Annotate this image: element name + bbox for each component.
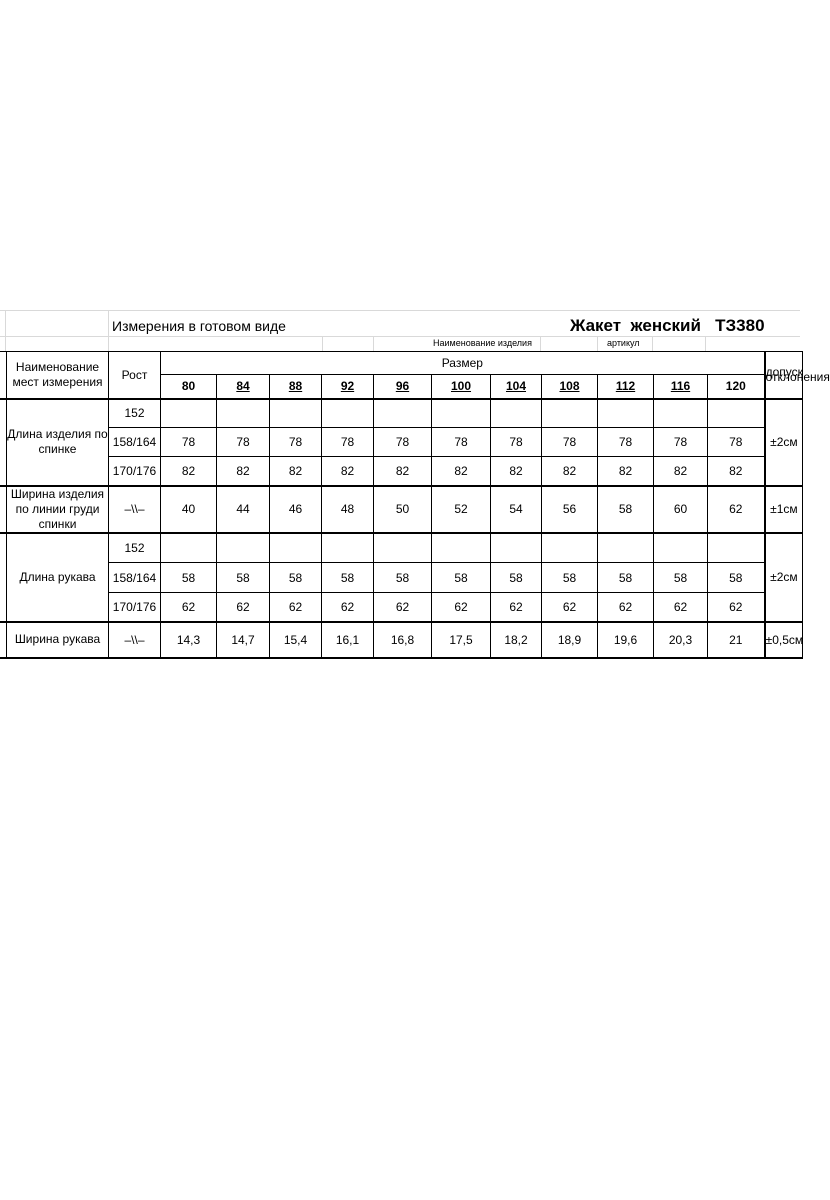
tolerance-cell: ±1см xyxy=(765,486,803,533)
value-cell: 82 xyxy=(161,457,217,486)
product-title: Жакет женский ТЗ380 xyxy=(570,316,765,335)
size-112-header: 112 xyxy=(598,375,654,399)
value-cell xyxy=(270,399,322,428)
value-cell: 82 xyxy=(217,457,270,486)
value-cell: 19,6 xyxy=(598,622,654,658)
value-cell: 62 xyxy=(491,593,542,622)
value-cell: 15,4 xyxy=(270,622,322,658)
value-cell xyxy=(491,533,542,563)
value-cell: 62 xyxy=(542,593,598,622)
value-cell: 40 xyxy=(161,486,217,533)
value-cell: 82 xyxy=(654,457,708,486)
value-cell: 78 xyxy=(322,428,374,457)
value-cell: 18,9 xyxy=(542,622,598,658)
measurement-name: Длина рукава xyxy=(7,533,109,622)
value-cell: 62 xyxy=(708,486,765,533)
value-cell: 58 xyxy=(708,563,765,593)
value-cell xyxy=(322,399,374,428)
article-label: артикул xyxy=(607,338,640,348)
value-cell xyxy=(598,533,654,563)
value-cell: 58 xyxy=(491,563,542,593)
value-cell: 44 xyxy=(217,486,270,533)
size-96-header: 96 xyxy=(374,375,432,399)
value-cell: 58 xyxy=(374,563,432,593)
value-cell xyxy=(322,533,374,563)
measurement-name: Длина изделия по спинке xyxy=(7,399,109,486)
value-cell: 78 xyxy=(374,428,432,457)
value-cell: 16,1 xyxy=(322,622,374,658)
value-cell: 14,7 xyxy=(217,622,270,658)
value-cell xyxy=(161,533,217,563)
value-cell: 82 xyxy=(542,457,598,486)
value-cell: 58 xyxy=(542,563,598,593)
value-cell xyxy=(542,533,598,563)
value-cell xyxy=(432,399,491,428)
table-row xyxy=(0,563,803,593)
value-cell xyxy=(542,399,598,428)
value-cell: 58 xyxy=(654,563,708,593)
value-cell: 82 xyxy=(491,457,542,486)
value-cell xyxy=(654,533,708,563)
value-cell: 82 xyxy=(708,457,765,486)
value-cell: 82 xyxy=(374,457,432,486)
product-name-label: Наименование изделия xyxy=(433,338,532,348)
value-cell: 78 xyxy=(270,428,322,457)
size-92-header: 92 xyxy=(322,375,374,399)
value-cell: 58 xyxy=(270,563,322,593)
value-cell: 58 xyxy=(598,563,654,593)
value-cell: 62 xyxy=(322,593,374,622)
value-cell: 17,5 xyxy=(432,622,491,658)
value-cell: 21 xyxy=(708,622,765,658)
value-cell: 58 xyxy=(322,563,374,593)
tolerance-header: допуск отклонения xyxy=(765,352,803,399)
table-row xyxy=(0,622,803,658)
value-cell xyxy=(161,399,217,428)
value-cell: 78 xyxy=(217,428,270,457)
value-cell xyxy=(598,399,654,428)
value-cell: 78 xyxy=(491,428,542,457)
value-cell: 58 xyxy=(217,563,270,593)
value-cell: 62 xyxy=(374,593,432,622)
size-80-header: 80 xyxy=(161,375,217,399)
table-row xyxy=(0,593,803,622)
tolerance-cell: ±2см xyxy=(765,533,803,622)
size-104-header: 104 xyxy=(491,375,542,399)
size-116-header: 116 xyxy=(654,375,708,399)
measurement-name: Ширина рукава xyxy=(7,622,109,658)
value-cell: 82 xyxy=(598,457,654,486)
value-cell: 62 xyxy=(598,593,654,622)
size-88-header: 88 xyxy=(270,375,322,399)
value-cell: 78 xyxy=(161,428,217,457)
value-cell xyxy=(217,399,270,428)
table-row xyxy=(0,457,803,486)
height-cell: 170/176 xyxy=(109,457,161,486)
measurement-sheet xyxy=(0,310,830,655)
value-cell: 78 xyxy=(654,428,708,457)
size-100-header: 100 xyxy=(432,375,491,399)
value-cell: 52 xyxy=(432,486,491,533)
value-cell: 62 xyxy=(270,593,322,622)
value-cell: 58 xyxy=(598,486,654,533)
value-cell: 62 xyxy=(708,593,765,622)
table-row xyxy=(0,399,803,428)
value-cell: 48 xyxy=(322,486,374,533)
value-cell: 56 xyxy=(542,486,598,533)
height-header: Рост xyxy=(109,352,161,399)
value-cell xyxy=(708,533,765,563)
value-cell: 58 xyxy=(161,563,217,593)
value-cell xyxy=(270,533,322,563)
value-cell: 62 xyxy=(432,593,491,622)
height-cell: 170/176 xyxy=(109,593,161,622)
size-group-header: Размер xyxy=(161,352,765,375)
size-84-header: 84 xyxy=(217,375,270,399)
value-cell: 78 xyxy=(542,428,598,457)
value-cell: 62 xyxy=(217,593,270,622)
measurement-table xyxy=(0,351,830,659)
value-cell: 78 xyxy=(432,428,491,457)
value-cell xyxy=(491,399,542,428)
measurement-name: Ширина изделия по линии груди спинки xyxy=(7,486,109,533)
value-cell: 50 xyxy=(374,486,432,533)
page-title: Измерения в готовом виде xyxy=(112,318,286,334)
value-cell: 82 xyxy=(432,457,491,486)
height-cell: 152 xyxy=(109,533,161,563)
size-120-header: 120 xyxy=(708,375,765,399)
height-cell: 152 xyxy=(109,399,161,428)
value-cell xyxy=(708,399,765,428)
height-cell: –\\– xyxy=(109,486,161,533)
value-cell: 14,3 xyxy=(161,622,217,658)
value-cell: 54 xyxy=(491,486,542,533)
value-cell: 58 xyxy=(432,563,491,593)
height-cell: –\\– xyxy=(109,622,161,658)
value-cell: 62 xyxy=(654,593,708,622)
value-cell: 82 xyxy=(270,457,322,486)
value-cell xyxy=(374,399,432,428)
value-cell xyxy=(432,533,491,563)
table-row xyxy=(0,533,803,563)
header-row xyxy=(0,352,803,375)
value-cell xyxy=(217,533,270,563)
value-cell: 78 xyxy=(708,428,765,457)
value-cell: 20,3 xyxy=(654,622,708,658)
value-cell: 62 xyxy=(161,593,217,622)
value-cell: 46 xyxy=(270,486,322,533)
value-cell xyxy=(654,399,708,428)
size-108-header: 108 xyxy=(542,375,598,399)
height-cell: 158/164 xyxy=(109,428,161,457)
height-cell: 158/164 xyxy=(109,563,161,593)
value-cell: 16,8 xyxy=(374,622,432,658)
measurement-name-header: Наименование мест измерения xyxy=(7,352,109,399)
spreadsheet-header-area xyxy=(0,310,800,352)
table-row xyxy=(0,428,803,457)
value-cell xyxy=(374,533,432,563)
value-cell: 18,2 xyxy=(491,622,542,658)
value-cell: 78 xyxy=(598,428,654,457)
value-cell: 60 xyxy=(654,486,708,533)
table-row xyxy=(0,486,803,533)
tolerance-cell: ±2см xyxy=(765,399,803,486)
value-cell: 82 xyxy=(322,457,374,486)
tolerance-cell: ±0,5см xyxy=(765,622,803,658)
